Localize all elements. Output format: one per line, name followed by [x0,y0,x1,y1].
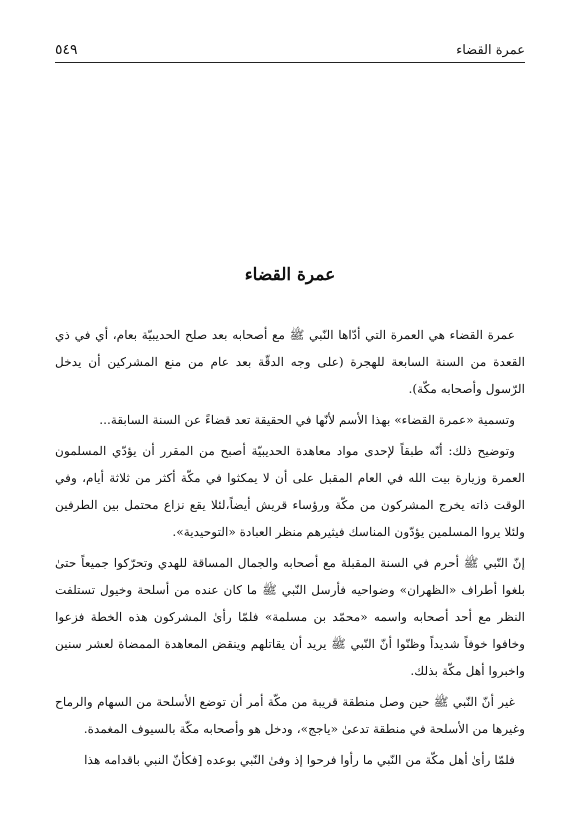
paragraph: فلمّا رأىٰ أهل مكّة من النّبي ما رأوا فرحوا إذ وفىٰ النّبي بوعده [فكأنّ النبي باقدامه هذا [84,753,515,767]
body-text [55,322,525,778]
paragraph: وتوضيح ذلك: أنّه طبقاً لإحدى مواد معاهدة الحديبيّة أصبح من المقرر أن يؤدّي المسلمون العمرة وزيارة بيت الله في العام المقبل على أن لا يمكثوا في مكّة أكثر من ثلاثة أيام، وفي الوقت ذاته يخرج المشركون من مكّة ورؤساء قريش أيضاً،لئلا يقع نزاع محتمل بين الطرفين ولئلا يروا المسلمين يؤدّون المناسك فيثيرهم منظر العبادة «التوحيدية». [55,444,525,539]
page-header [55,38,525,63]
page-number: ٥٤٩ [55,42,78,58]
paragraph: غير أنّ النّبي ﷺ حين وصل منطقة قريبة من مكّة أمر أن توضع الأسلحة من السهام والرماح وغيرها من الأسلحة في منطقة تدعىٰ «ياجج»، ودخل هو وأصحابه مكّة بالسيوف المغمدة. [55,695,525,736]
paragraph: وتسمية «عمرة القضاء» بهذا الأسم لأنّها في الحقيقة تعد قضاءً عن السنة السابقة... [99,413,515,427]
running-title: عمرة القضاء [456,42,525,58]
chapter-title: عمرة القضاء [244,265,336,285]
paragraph: إنّ النّبي ﷺ أحرم في السنة المقبلة مع أصحابه والجمال المساقة للهدي وتحرّكوا جميعاً حتىٰ بلغوا أطراف «الظهران» وضواحيه فأرسل النّبي ﷺ ما كان عنده من أسلحة وخيول تستلفت النظر مع أحد أصحابه واسمه «محمّد بن مسلمة» فلمّا رأىٰ المشركون هذه الخطة فزعوا وخافوا خوفاً شديداً وظنّوا أنّ النّبي ﷺ يريد أن يقاتلهم وينقض المعاهدة الممضاة لعشر سنين واخبروا أهل مكّة بذلك. [55,556,525,678]
paragraph: عمرة القضاء هي العمرة التي أدّاها النّبي ﷺ مع أصحابه بعد صلح الحديبيّة بعام، أي في ذي القعدة من السنة السابعة للهجرة (على وجه الدقّة بعد عام من منع المشركين أن يدخل الرّسول وأصحابه مكّة). [55,328,525,396]
